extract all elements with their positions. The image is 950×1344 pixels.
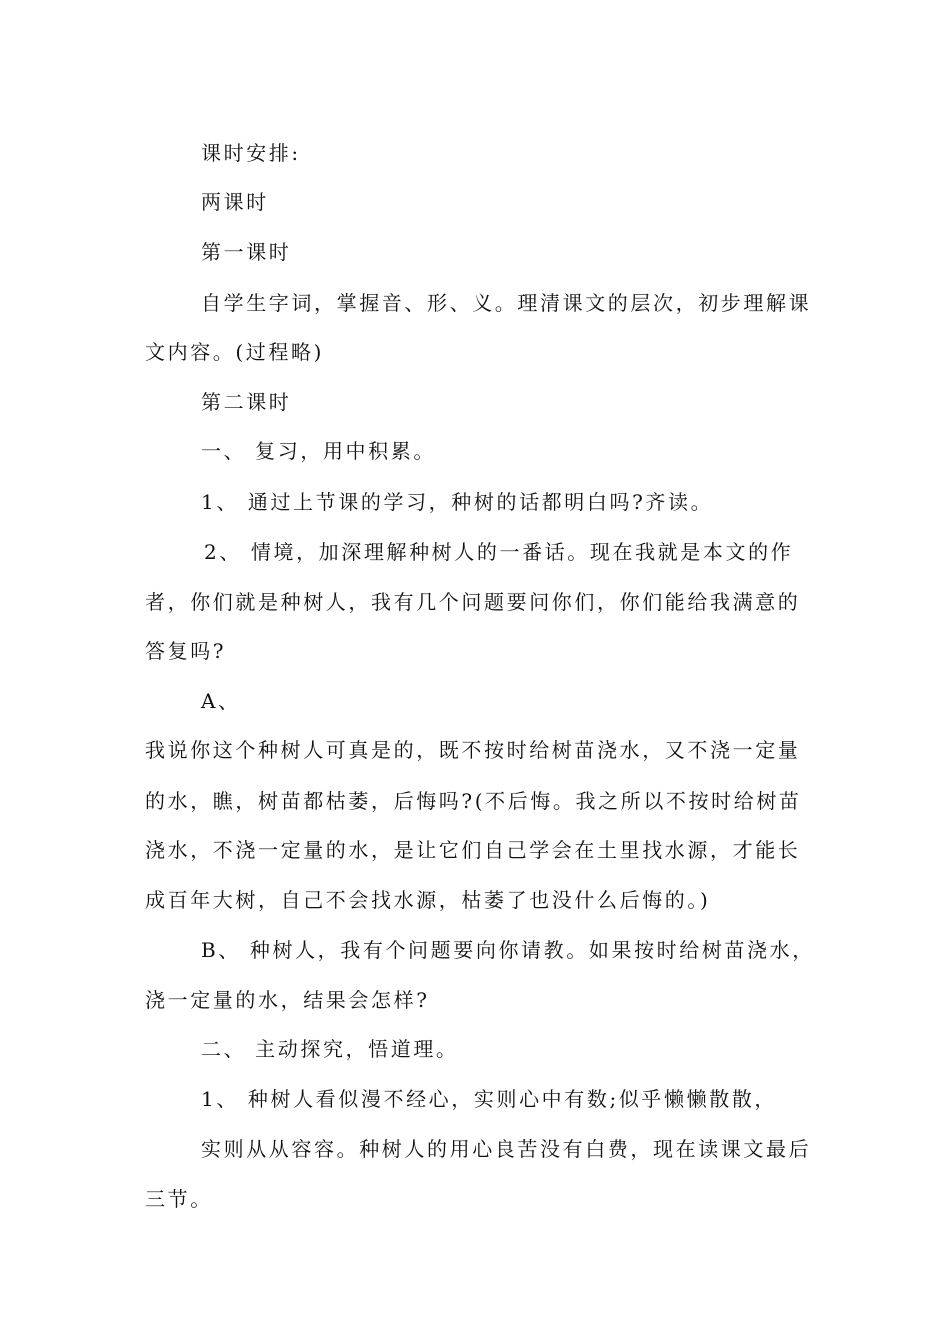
paragraph-line: 自学生字词，掌握音、形、义。理清课文的层次，初步理解课 <box>201 291 812 315</box>
heading-second-lesson: 第二课时 <box>201 390 292 414</box>
list-label-a: A、 <box>201 689 241 713</box>
list-item: 1、 种树人看似漫不经心，实则心中有数;似乎懒懒散散， <box>201 1087 778 1111</box>
paragraph-line: 成百年大树，自己不会找水源，枯萎了也没什么后悔的。) <box>145 888 711 912</box>
list-item: 2、 情境，加深理解种树人的一番话。现在我就是本文的作 <box>204 540 794 564</box>
paragraph-line: 三节。 <box>145 1187 213 1211</box>
paragraph-line: 答复吗? <box>145 639 227 663</box>
paragraph-line: 的水，瞧，树苗都枯萎，后悔吗?(不后悔。我之所以不按时给树苗 <box>145 789 802 813</box>
paragraph-line: 文内容。(过程略) <box>145 340 325 364</box>
text-line-lesson-arrangement: 课时安排: <box>201 141 301 165</box>
list-item: B、 种树人，我有个问题要向你请教。如果按时给树苗浇水， <box>201 938 815 962</box>
text-line-two-lessons: 两课时 <box>201 190 269 214</box>
paragraph-line: 实则从从容容。种树人的用心良苦没有白费，现在读课文最后 <box>201 1137 812 1161</box>
paragraph-line: 浇一定量的水，结果会怎样? <box>145 988 430 1012</box>
paragraph-line: 浇水，不浇一定量的水，是让它们自己学会在土里找水源，才能长 <box>145 838 801 862</box>
heading-first-lesson: 第一课时 <box>201 240 292 264</box>
paragraph-line: 者，你们就是种树人，我有几个问题要问你们，你们能给我满意的 <box>145 590 801 614</box>
list-item: 1、 通过上节课的学习，种树的话都明白吗?齐读。 <box>201 490 714 514</box>
section-heading-explore: 二、 主动探究，悟道理。 <box>201 1037 459 1061</box>
paragraph-line: 我说你这个种树人可真是的，既不按时给树苗浇水，又不浇一定量 <box>145 738 801 762</box>
section-heading-review: 一、 复习，用中积累。 <box>201 439 436 463</box>
